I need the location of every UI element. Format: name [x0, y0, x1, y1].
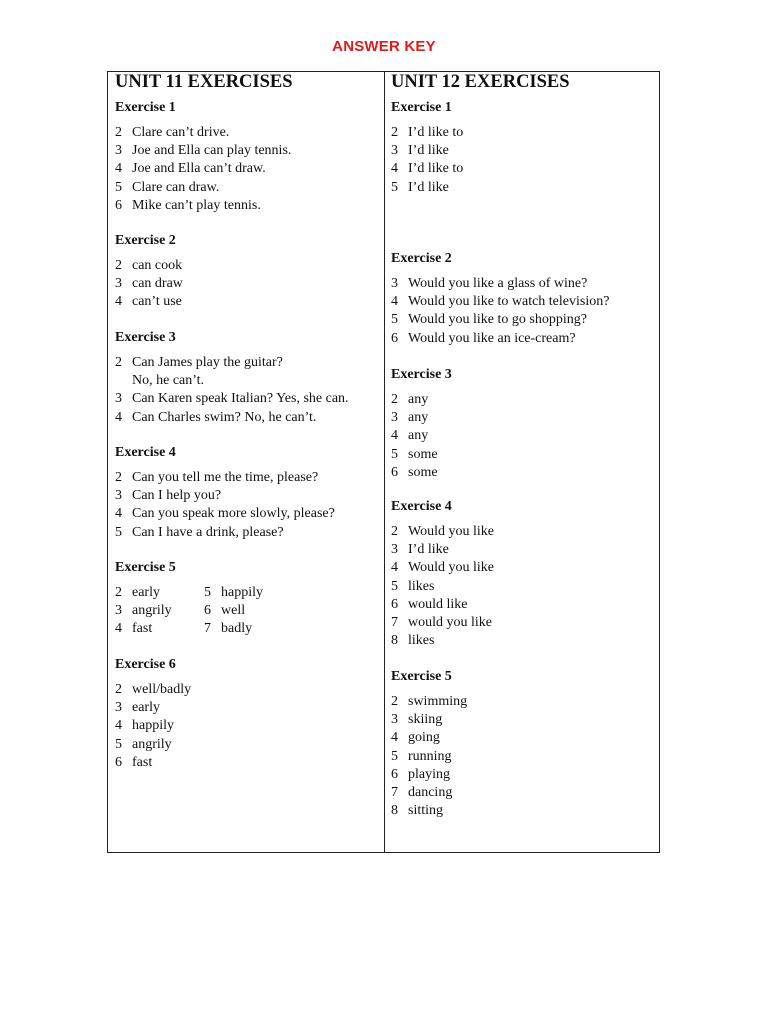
answer-number: 3: [115, 391, 122, 407]
column-divider: [384, 72, 385, 852]
answer-text: Clare can draw.: [132, 179, 220, 195]
unit11-exercise-6: [115, 656, 377, 772]
answer-text: Can James play the guitar?: [132, 355, 283, 370]
answer-item: [391, 784, 653, 802]
answer-text: can draw: [132, 276, 183, 292]
answer-text: any: [408, 410, 429, 426]
exercise-title: Exercise 3: [115, 330, 176, 345]
answer-number: 5: [391, 446, 398, 462]
answer-number: 4: [115, 506, 122, 522]
answer-number: 2: [391, 524, 398, 539]
answer-item: [391, 179, 653, 197]
answer-number: 4: [391, 730, 398, 746]
answer-item: [391, 578, 653, 596]
answer-number: 4: [391, 294, 398, 310]
answer-text: Can you tell me the time, please?: [132, 470, 319, 485]
answer-number: 2: [391, 694, 398, 709]
answer-item: [391, 330, 653, 348]
answer-row: [115, 602, 377, 620]
answer-number: 7: [391, 785, 398, 801]
answer-text: Would you like to go shopping?: [408, 312, 587, 328]
answer-number: 5: [115, 736, 122, 752]
answer-item: [391, 523, 653, 541]
answer-text: skiing: [408, 712, 443, 728]
answer-text: going: [408, 730, 440, 746]
answer-text: Can I have a drink, please?: [132, 524, 284, 540]
answer-text: Can you speak more slowly, please?: [132, 506, 335, 522]
exercise-title: Exercise 5: [391, 669, 452, 684]
answer-item: [391, 729, 653, 747]
answer-number: 6: [115, 754, 122, 770]
exercise-title: Exercise 3: [391, 367, 452, 382]
answer-item: [391, 142, 653, 160]
answer-item: [391, 541, 653, 559]
answer-item: [115, 160, 377, 178]
answer-text: angrily: [132, 736, 172, 752]
answer-text: likes: [408, 633, 435, 649]
answer-item: [115, 487, 377, 505]
answer-text: I’d like: [408, 542, 449, 558]
answer-item: [115, 754, 377, 772]
answer-number: 6: [391, 464, 398, 480]
answer-number: 6: [391, 330, 398, 346]
answer-item: [391, 311, 653, 329]
unit12-exercise-2: [391, 250, 653, 348]
answer-item: [115, 736, 377, 754]
answer-text: early: [132, 700, 160, 716]
unit12-title: UNIT 12 EXERCISES: [391, 72, 570, 92]
answer-text: I’d like: [408, 179, 449, 195]
answer-row: [115, 584, 377, 602]
answer-text: likes: [408, 578, 435, 594]
answer-text: I’d like to: [408, 125, 464, 140]
answer-number: 6: [391, 596, 398, 612]
answer-number: 4: [391, 161, 398, 177]
page-title: ANSWER KEY: [332, 38, 436, 55]
exercise-title: Exercise 1: [391, 100, 452, 115]
answer-item: [391, 559, 653, 577]
answer-item: [115, 602, 204, 620]
unit11-exercise-4: [115, 444, 377, 542]
answer-text: Would you like: [408, 560, 494, 576]
answer-text: Mike can’t play tennis.: [132, 197, 261, 213]
answer-number: 3: [115, 488, 122, 504]
answer-number: 4: [391, 428, 398, 444]
answer-number: 4: [115, 621, 122, 637]
exercise-title: Exercise 2: [115, 233, 176, 248]
answer-item: [115, 505, 377, 523]
answer-number: 3: [391, 276, 398, 291]
answer-item: [115, 142, 377, 160]
answer-number: 5: [204, 585, 211, 600]
answer-item: [115, 275, 377, 293]
exercise-title: Exercise 6: [115, 657, 176, 672]
answer-number: 4: [115, 409, 122, 425]
answer-item: [391, 632, 653, 650]
answer-item: [391, 802, 653, 820]
answer-number: 8: [391, 633, 398, 649]
answer-text: any: [408, 392, 429, 407]
answer-number: 6: [115, 197, 122, 213]
answer-text: happily: [132, 718, 174, 734]
answer-number: 2: [115, 585, 122, 600]
answer-item: [391, 293, 653, 311]
answer-item: [115, 390, 377, 408]
answer-text: can’t use: [132, 294, 182, 310]
answer-number: 2: [115, 125, 122, 140]
answer-table: [107, 71, 660, 853]
answer-number: 6: [391, 766, 398, 782]
answer-item: [115, 179, 377, 197]
answer-item: [204, 620, 293, 638]
answer-number: 3: [115, 700, 122, 716]
answer-text: well: [221, 603, 246, 619]
answer-item: [115, 469, 377, 487]
answer-number: 2: [115, 355, 122, 370]
answer-number: 8: [391, 803, 398, 819]
answer-row: [115, 620, 377, 638]
answer-number: 5: [115, 179, 122, 195]
answer-item: [115, 409, 377, 427]
answer-number: 2: [391, 392, 398, 407]
answer-number: 4: [115, 718, 122, 734]
answer-item: [391, 427, 653, 445]
answer-text: fast: [132, 754, 153, 770]
unit11-exercise-2: [115, 232, 377, 312]
answer-item: [115, 257, 377, 275]
answer-item: [115, 197, 377, 215]
answer-item: [391, 391, 653, 409]
answer-text: fast: [132, 621, 153, 637]
answer-text: Can Karen speak Italian? Yes, she can.: [132, 391, 349, 407]
answer-text: I’d like to: [408, 161, 464, 177]
answer-text: some: [408, 446, 438, 462]
answer-item: [115, 620, 204, 638]
answer-number: 5: [391, 748, 398, 764]
answer-number: 3: [115, 603, 122, 619]
answer-text: badly: [221, 621, 253, 637]
answer-item: [391, 409, 653, 427]
answer-number: 3: [115, 276, 122, 292]
answer-item: [391, 614, 653, 632]
answer-text: can cook: [132, 258, 183, 273]
answer-number: 2: [391, 125, 398, 140]
answer-text: running: [408, 748, 452, 764]
answer-text: sitting: [408, 803, 444, 819]
answer-number: 5: [391, 578, 398, 594]
answer-item: [115, 354, 377, 372]
unit12-exercise-1: [391, 99, 653, 197]
answer-text: happily: [221, 585, 263, 600]
answer-number: 7: [204, 621, 211, 637]
answer-text: would you like: [408, 615, 492, 631]
unit12-exercise-5: [391, 668, 653, 820]
unit11-exercise-1: [115, 99, 377, 215]
answer-number: 4: [115, 161, 122, 177]
answer-item: [391, 464, 653, 482]
answer-text: Joe and Ella can’t draw.: [132, 161, 266, 177]
answer-text: Can Charles swim? No, he can’t.: [132, 409, 317, 425]
answer-text: Would you like a glass of wine?: [408, 276, 588, 291]
unit11-title: UNIT 11 EXERCISES: [115, 72, 293, 92]
exercise-title: Exercise 4: [391, 499, 452, 514]
answer-item: [115, 584, 204, 602]
answer-number: 4: [391, 560, 398, 576]
answer-item: [391, 160, 653, 178]
exercise-title: Exercise 2: [391, 251, 452, 266]
answer-number: 3: [391, 143, 398, 159]
answer-item: [115, 293, 377, 311]
answer-item: [391, 748, 653, 766]
answer-text: early: [132, 585, 160, 600]
exercise-title: Exercise 5: [115, 560, 176, 575]
answer-text: Would you like: [408, 524, 494, 539]
answer-item: [204, 602, 293, 620]
answer-item: [391, 766, 653, 784]
answer-item: [391, 693, 653, 711]
answer-number: 6: [204, 603, 211, 619]
answer-item: [391, 446, 653, 464]
answer-text: Can I help you?: [132, 488, 222, 504]
answer-item: [391, 596, 653, 614]
answer-item: [391, 711, 653, 729]
exercise-title: Exercise 1: [115, 100, 176, 115]
exercise-title: Exercise 4: [115, 445, 176, 460]
answer-number: 3: [391, 542, 398, 558]
answer-text: I’d like: [408, 143, 449, 159]
answer-number: 2: [115, 682, 122, 697]
answer-item: [115, 717, 377, 735]
answer-text: Would you like to watch television?: [408, 294, 610, 310]
unit12-exercise-4: [391, 498, 653, 650]
answer-item: [115, 524, 377, 542]
answer-text: angrily: [132, 603, 172, 619]
answer-item: [115, 699, 377, 717]
answer-text: Would you like an ice-cream?: [408, 330, 576, 346]
answer-text: Joe and Ella can play tennis.: [132, 143, 292, 159]
answer-text: Clare can’t drive.: [132, 125, 230, 140]
answer-continuation: No, he can’t.: [132, 373, 205, 389]
answer-item: [115, 124, 377, 142]
answer-number: 7: [391, 615, 398, 631]
answer-number: 3: [115, 143, 122, 159]
unit11-exercise-5: [115, 559, 377, 639]
answer-item: [391, 124, 653, 142]
answer-text: swimming: [408, 694, 468, 709]
unit11-exercise-3: [115, 329, 377, 427]
answer-number: 2: [115, 258, 122, 273]
answer-item: [204, 584, 293, 602]
answer-number: 4: [115, 294, 122, 310]
answer-number: 3: [391, 410, 398, 426]
answer-text: any: [408, 428, 429, 444]
answer-text: well/badly: [132, 682, 192, 697]
answer-number: 5: [391, 312, 398, 328]
answer-item: [391, 275, 653, 293]
answer-item: [115, 681, 377, 699]
answer-text: would like: [408, 596, 468, 612]
answer-number: 3: [391, 712, 398, 728]
answer-text: playing: [408, 766, 450, 782]
answer-number: 2: [115, 470, 122, 485]
unit12-exercise-3: [391, 366, 653, 482]
answer-number: 5: [391, 179, 398, 195]
answer-text: dancing: [408, 785, 453, 801]
answer-text: some: [408, 464, 438, 480]
answer-number: 5: [115, 524, 122, 540]
